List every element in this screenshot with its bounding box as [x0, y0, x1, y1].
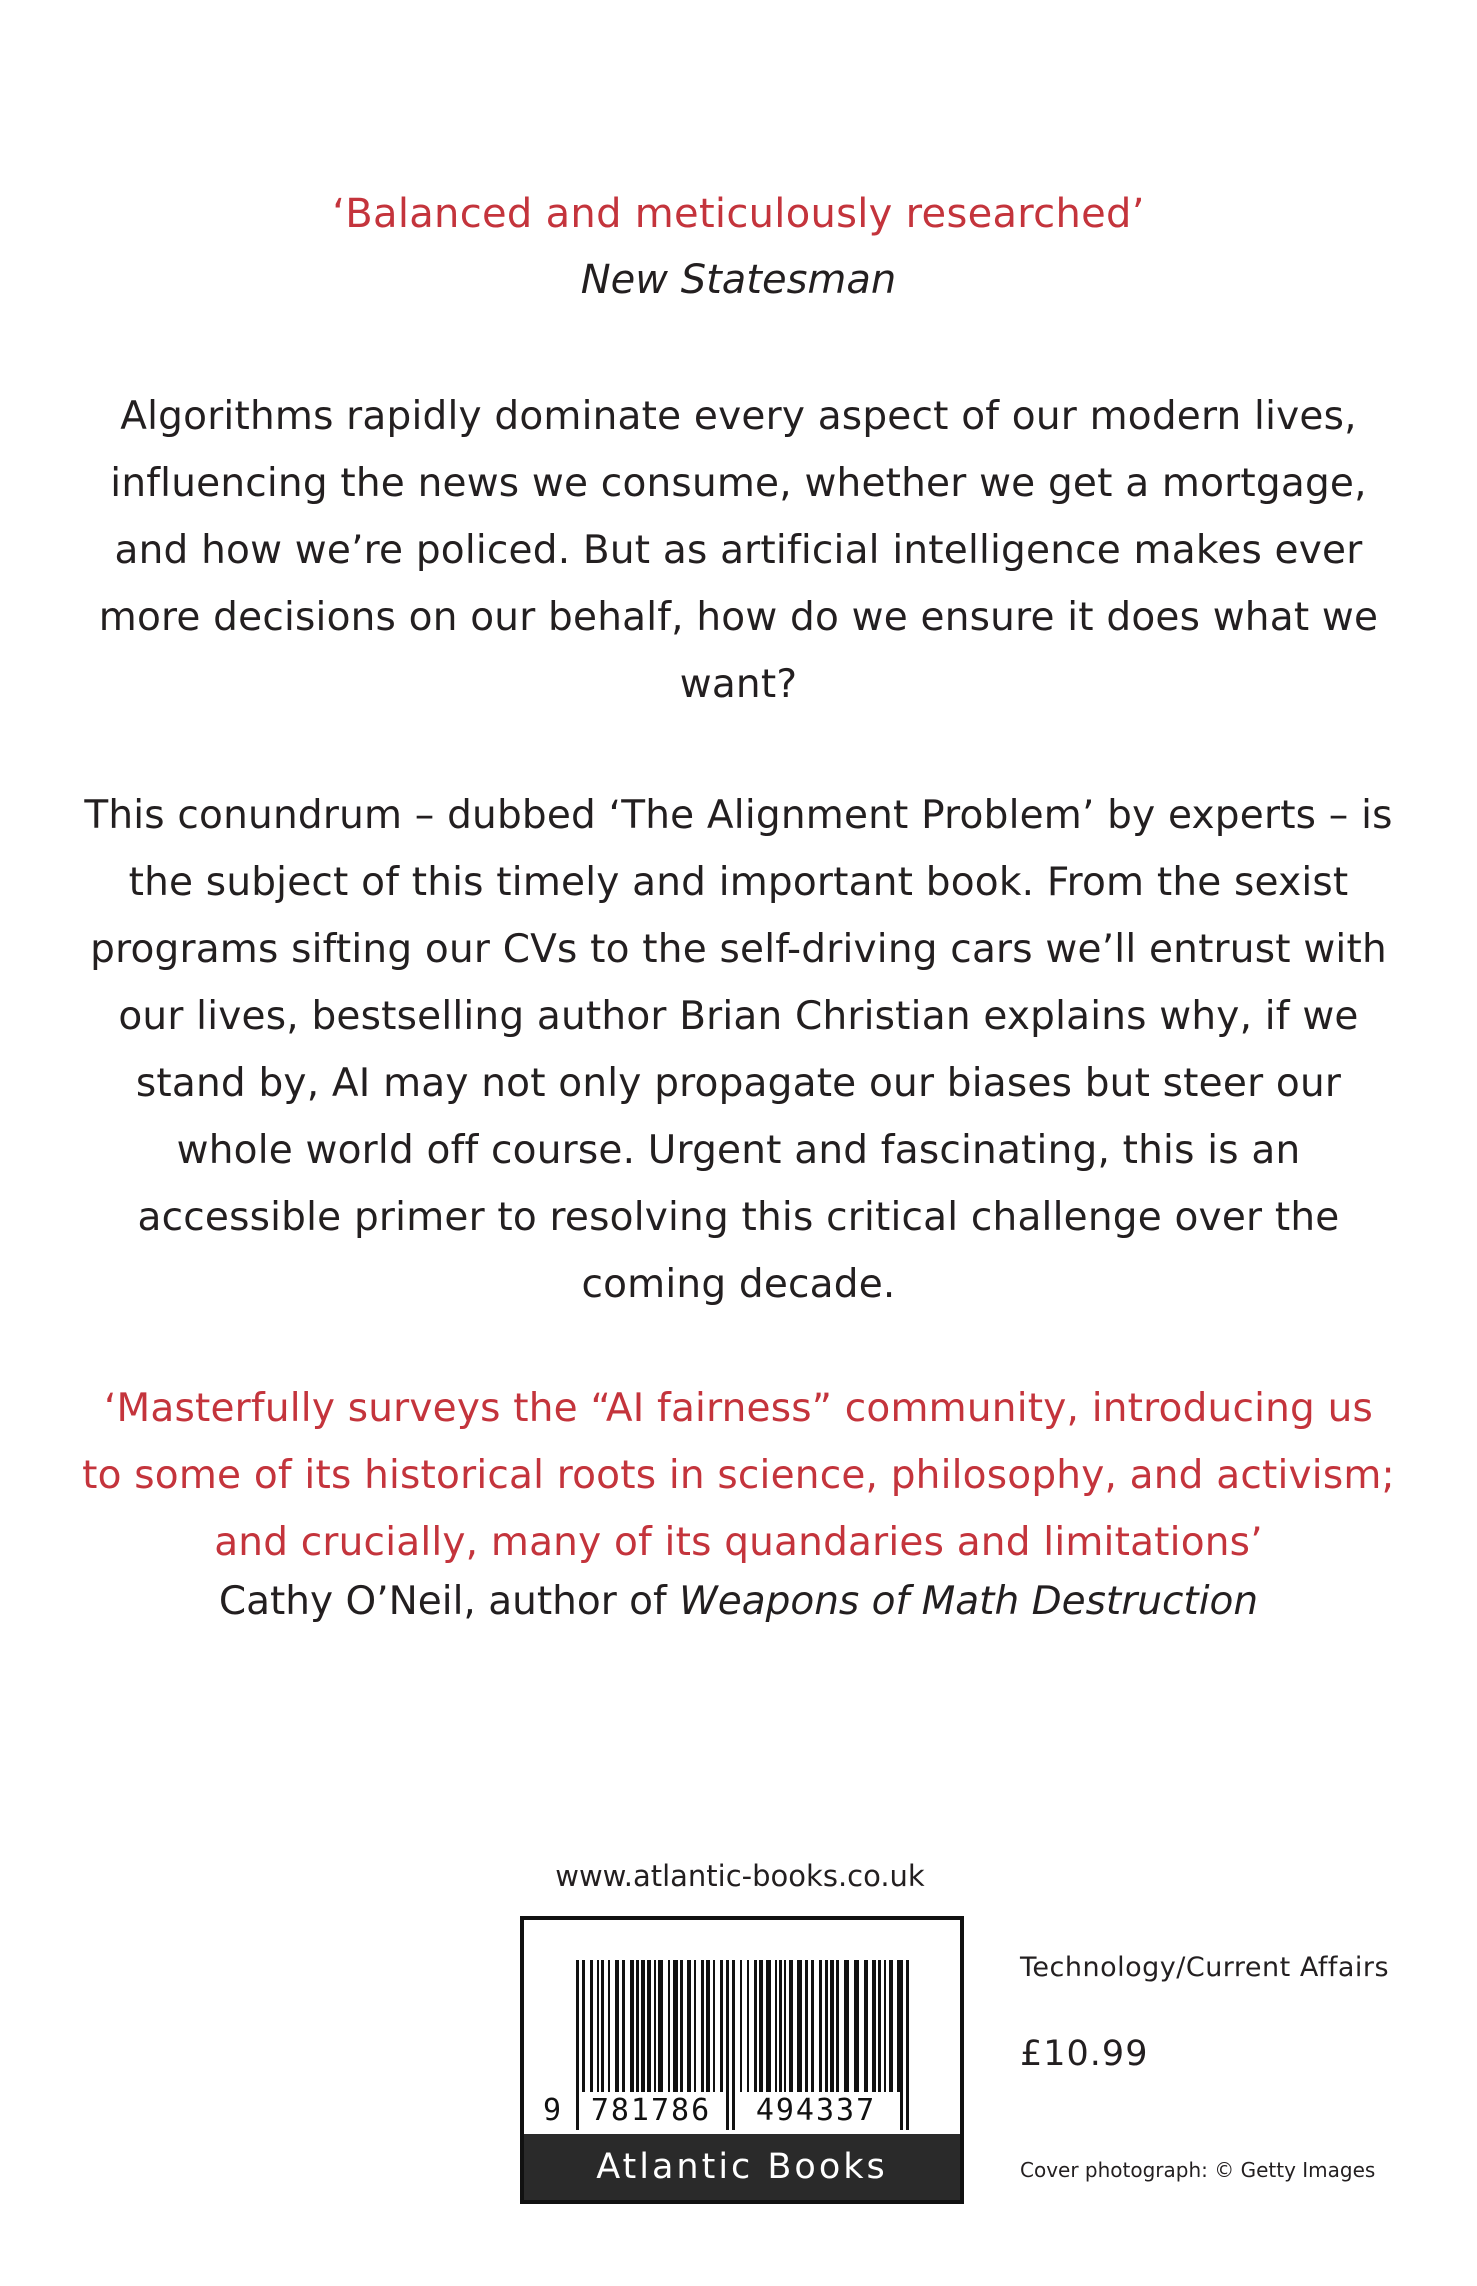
barcode-bar	[747, 1960, 749, 2092]
barcode-bar	[759, 1960, 763, 2092]
barcode-bar	[694, 1960, 696, 2092]
barcode-bar	[590, 1960, 593, 2092]
publisher-website: www.atlantic-books.co.uk	[555, 1859, 925, 1893]
isbn-barcode	[520, 1916, 964, 2204]
barcode-bar	[673, 1960, 678, 2092]
barcode-bar	[779, 1960, 782, 2092]
barcode-bar	[740, 1960, 742, 2092]
barcode-bar	[576, 1960, 579, 2130]
top-review-source: New Statesman	[580, 257, 897, 303]
barcode-bar	[775, 1960, 777, 2092]
barcode-bar	[854, 1960, 859, 2092]
barcode-bars	[524, 1920, 960, 2134]
barcode-left-digits: 781786	[590, 2093, 712, 2128]
barcode-bar	[836, 1960, 839, 2092]
book-category: Technology/Current Affairs	[1020, 1952, 1390, 1983]
barcode-bar	[658, 1960, 663, 2092]
barcode-bar	[906, 1960, 909, 2130]
barcode-bar	[805, 1960, 808, 2092]
barcode-bar	[872, 1960, 876, 2092]
bottom-review-quote: ‘Masterfully surveys the “AI fairness” community, introducing us to some of its historical roots in science, philosophy, and activism; and crucially, many of its quandaries and limitations’	[82, 1386, 1395, 1565]
barcode-bar	[622, 1960, 625, 2092]
description-paragraph-1: Algorithms rapidly dominate every aspect of our modern lives, influencing the news we consume, whether we get a mortgage, and how we’re policed. But as artificial intelligence makes ever more decisions on our behalf, how do we ensure it does what we want?	[98, 394, 1379, 707]
barcode-right-digits: 494337	[755, 2093, 877, 2128]
barcode-bar	[830, 1960, 834, 2092]
barcode-bar	[713, 1960, 715, 2092]
barcode-bar	[784, 1960, 786, 2092]
barcode-bar	[597, 1960, 599, 2092]
barcode-bar	[630, 1960, 634, 2092]
barcode-bar	[608, 1960, 610, 2092]
barcode-bar	[732, 1960, 735, 2130]
barcode-bar	[878, 1960, 881, 2092]
barcode-bar	[900, 1960, 903, 2130]
barcode-bar	[687, 1960, 691, 2092]
barcode-bar	[641, 1960, 645, 2092]
barcode-first-digit: 9	[542, 2093, 562, 2128]
barcode-bar	[884, 1960, 886, 2092]
barcode-bar	[789, 1960, 793, 2092]
barcode-bar	[654, 1960, 656, 2092]
barcode-bar	[811, 1960, 814, 2092]
book-price: £10.99	[1020, 2034, 1149, 2074]
top-review-quote: ‘Balanced and meticulously researched’	[332, 191, 1145, 237]
description-paragraph-2: This conundrum – dubbed ‘The Alignment Problem’ by experts – is the subject of this timely and important book. From the sexist programs sifting our CVs to the self-driving cars we’ll entrust with our lives, bestselling author Brian Christian explains why, if we stand by, AI may not only propagate our biases but steer our whole world off course. Urgent and fascinating, this is an accessible primer to resolving this critical challenge over the coming decade.	[84, 793, 1393, 1307]
bottom-review-source-author: Cathy O’Neil, author of	[218, 1579, 667, 1624]
barcode-bar	[897, 1960, 900, 2092]
barcode-bar	[889, 1960, 893, 2092]
barcode-bar	[754, 1960, 757, 2092]
barcode-bar	[668, 1960, 670, 2092]
barcode-bar	[825, 1960, 828, 2092]
barcode-bar	[636, 1960, 639, 2092]
barcode-bar	[647, 1960, 651, 2092]
barcode-bar	[701, 1960, 704, 2092]
cover-photo-credit: Cover photograph: © Getty Images	[1020, 2158, 1376, 2182]
barcode-bar	[615, 1960, 619, 2092]
barcode-bar	[797, 1960, 802, 2092]
barcode-bar	[680, 1960, 683, 2092]
barcode-bar	[864, 1960, 868, 2092]
bottom-review-source	[0, 1576, 1477, 1628]
barcode-bar	[706, 1960, 710, 2092]
barcode-bar	[720, 1960, 723, 2092]
barcode-bar	[766, 1960, 771, 2092]
bottom-review-source-work: Weapons of Math Destruction	[679, 1579, 1259, 1624]
barcode-bar	[819, 1960, 822, 2092]
barcode-bar	[844, 1960, 849, 2092]
barcode-bar	[601, 1960, 604, 2092]
barcode-bar	[726, 1960, 729, 2130]
publisher-name: Atlantic Books	[524, 2134, 960, 2200]
